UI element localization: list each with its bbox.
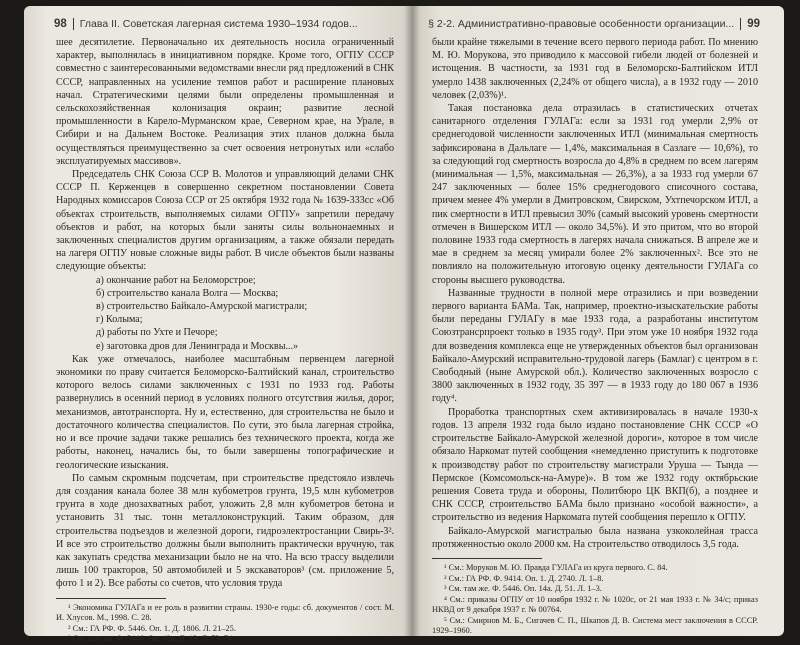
left-page-body <box>56 36 394 645</box>
paragraph: Председатель СНК Союза ССР В. Молотов и управляющий делами СНК СССР П. Керженцев в совершенно секретном постановлении Совета Народных комиссаров Союза ССР от 25 октября 1932 года № 1639-333сс «Об объектах строительств, выполняемых силами ОГПУ» запретили передачу объектов и работ, на которых были заняты силы вольнонаемных и заключенных специалистов другим организациям, а также обязали передать на лагеря ОГПУ новые сложные виды работ. В числе объектов были названы следующие объекты: <box>56 169 394 273</box>
footnote: ⁴ См.: приказы ОГПУ от 10 ноября 1932 г. № 1020с, от 21 мая 1933 г. № 34/с; приказ НКВД от 9 декабря 1937 г. № 00764. <box>432 594 758 615</box>
footnote-rule <box>56 598 166 599</box>
left-running-header <box>54 18 398 30</box>
header-separator <box>740 18 741 30</box>
paragraph: По самым скромным подсчетам, при строительстве предстояло извлечь для создания канала более 38 млн кубометров грунта, 19,5 млн кубометров грунта в ходе днозахватных работ, уложить 2,8 млн кубометров бетона и установить 31 тыс. тонн металлоконструкций. Таким образом, для строительства подъездов и железной дороги, гидроэлектростанции Свирь-3². И все это строительство должны были выполнить практически вручную, так как закупать средства механизации было не на что. На всю трассу выделили лишь 100 тракторов, 50 автомобилей и 5 экскаваторов³ (см. приложение 5, фото 1 и 2). Все работы со счетов, что условия труда <box>56 472 394 590</box>
footnote: ¹ Экономика ГУЛАГа и ее роль в развитии страны. 1930-е годы: сб. документов / сост. М. И. Хлусов. М., 1998. С. 28. <box>56 602 394 623</box>
paragraph: Названные трудности в полной мере отразились и при возведении первого варианта БАМа. Так, например, проектно-изыскательские работы были переданы ГУЛАГу в мае 1933 года, а разработаны институтом Союзтрансрпроект только в 1935 году³. При этом уже 10 ноября 1932 года для возведения комплекса еще не утвержденных объектов был организован Байкало-Амурский исправительно-трудовой лагерь (Бамлаг) с центром в г. Свободный (ныне Амурской обл.). Количество заключенных возросло с 3800 заключенных в 1932 году, 35 397 — в 1933 году до 180 067 в 1936 году⁴. <box>432 287 758 405</box>
header-separator <box>73 18 74 30</box>
section-title: § 2-2. Административно-правовые особенности организации... <box>428 18 735 30</box>
right-page-body <box>432 36 758 637</box>
footnote: ⁵ См.: Смирнов М. Б., Сигачев С. П., Шкапов Д. В. Система мест заключения в СССР. 1929–1960. <box>432 615 758 636</box>
footnote: ³ См. там же. Ф. 5446. Оп. 14а. Д. 51. Л. 1–3. <box>444 584 602 594</box>
right-page-number: 99 <box>747 18 760 30</box>
list-item: а) окончание работ на Беломорстрое; <box>96 274 256 286</box>
book-spine-shadow <box>404 6 420 636</box>
paragraph: Как уже отмечалось, наиболее масштабным первенцем лагерной экономики по праву считается Беломорско-Балтийский канал, строительство которого велось силами заключенных с 1931 по 1933 год. Работы развернулись в осенний период в условиях полного отсутствия жилья, дорог, механизмов, автотранспорта. Ну и, естественно, для строительства не было и достаточного количества специалистов. По сути, это была лагерная стройка, но и все прочие задачи также решались без технического проекта, когда же работы, наконец, начались бы, то были завершены топографические и геологические изыскания. <box>56 353 394 471</box>
left-page <box>24 6 412 644</box>
chapter-title: Глава II. Советская лагерная система 1930–1934 годов... <box>79 18 358 30</box>
footnote: ³ См. там же. Ф. 5446. Оп. 12а. Д. 13. Л. 73–74. <box>68 634 235 644</box>
paragraph: были крайне тяжелыми в течение всего первого периода работ. По мнению М. Ю. Морукова, это приводило к массовой гибели людей от болезней и истощения. В частности, за 1931 год в Беломорско-Балтийском ИТЛ умерло 1438 заключенных (2,24% от общего числа), а в 1932 году — 2010 человек (2,03%)¹. <box>432 37 758 101</box>
footnote-rule <box>432 558 542 559</box>
paragraph: Байкало-Амурской магистралью была названа узкоколейная трасса протяженностью около 2000 км. На строительство отводилось 3,5 года. <box>432 525 758 550</box>
right-page <box>412 6 784 636</box>
list-item: в) строительство Байкало-Амурской магистрали; <box>96 301 308 313</box>
object-list <box>56 274 394 353</box>
list-item: б) строительство канала Волга — Москва; <box>96 287 279 299</box>
list-item: д) работы по Ухте и Печоре; <box>96 327 218 339</box>
paragraph: Проработка транспортных схем активизировалась в начале 1930-х годов. 13 апреля 1932 года было издано постановление СНК СССР «О строительстве Байкало-Амурской железной дороги», которое в том числе обязало Наркомат путей сообщения «немедленно приступить к подготовке к производству работ по строительству магистрали Уруша — Тында — Пермское (Комсомольск-на-Амуре)». В том же 1932 году октябрьские решения Совета труда и обороны, Политбюро ЦК ВКП(б), а позднее и СНК СССР, строительство БАМа было признано «особой важности», а строительство из ведения Наркомата путей сообщения перешло к ОГПУ. <box>432 406 758 524</box>
paragraph: шее десятилетие. Первоначально их деятельность носила ограниченный характер, выполнялась в инициативном порядке. Кроме того, ОГПУ СССР совместно с заинтересованными ведомствами внесли ряд предложений в СНК СССР, направленных на усиление темпов работ и расширение плановых начал. Стратегическими целями были определены промышленная и сельскохозяйственная колонизация окраин; развитие лесной промышленности в Карело-Мурманском крае, Северном крае, на Урале, в Сибири и на Дальнем Востоке. Реализация этих планов должна была осуществляться преимущественно за счет освоения нетронутых или «слабо эксплуатируемых массивов». <box>56 37 394 167</box>
footnote: ¹ См.: Моруков М. Ю. Правда ГУЛАГа из круга первого. С. 84. <box>444 562 668 572</box>
right-running-header <box>426 18 760 30</box>
list-item: г) Колыма; <box>96 314 143 326</box>
footnote: ² См.: ГА РФ. Ф. 5446. Оп. 1. Д. 1806. Л. 21–25. <box>68 623 236 633</box>
list-item: е) заготовка дров для Ленинграда и Москвы...» <box>96 340 299 352</box>
paragraph: Такая постановка дела отразилась в статистических отчетах санитарного отделения ГУЛАГа: если за 1931 год умерли 2,9% от среднегодовой численности заключенных ИТЛ (минимальная смертность зафиксирована в Дальлаге — 1,4%, максимальная в Сазлаге — 10,6%), то за следующий год смертность возросла до 4,8% в среднем по всем лагерям (минимальная — 1,5%, максимальная — 26,3%), а за 1933 год умерли 67 247 заключенных — более 15% среднегодового списочного состава, причем менее 4% умерли в Дмитровском, Свирском, Ухтпечорском ИТЛ, а пик смертности в ИТЛ превысил 30% (самый высокий уровень смертности отмечен в Вишерском ИТЛ — около 34,5%). И это притом, что во второй половине 1933 года смертность в лагерях начала снижаться. В апреле же и мае в среднем за месяц умирали более 2% заключенных². Все это не повлияло на положительную итоговую оценку деятельности ГУЛАГа со стороны высшего руководства. <box>432 103 758 286</box>
footnote: ² См.: ГА РФ. Ф. 9414. Оп. 1. Д. 2740. Л. 1–8. <box>444 573 604 583</box>
left-page-number: 98 <box>54 18 67 30</box>
